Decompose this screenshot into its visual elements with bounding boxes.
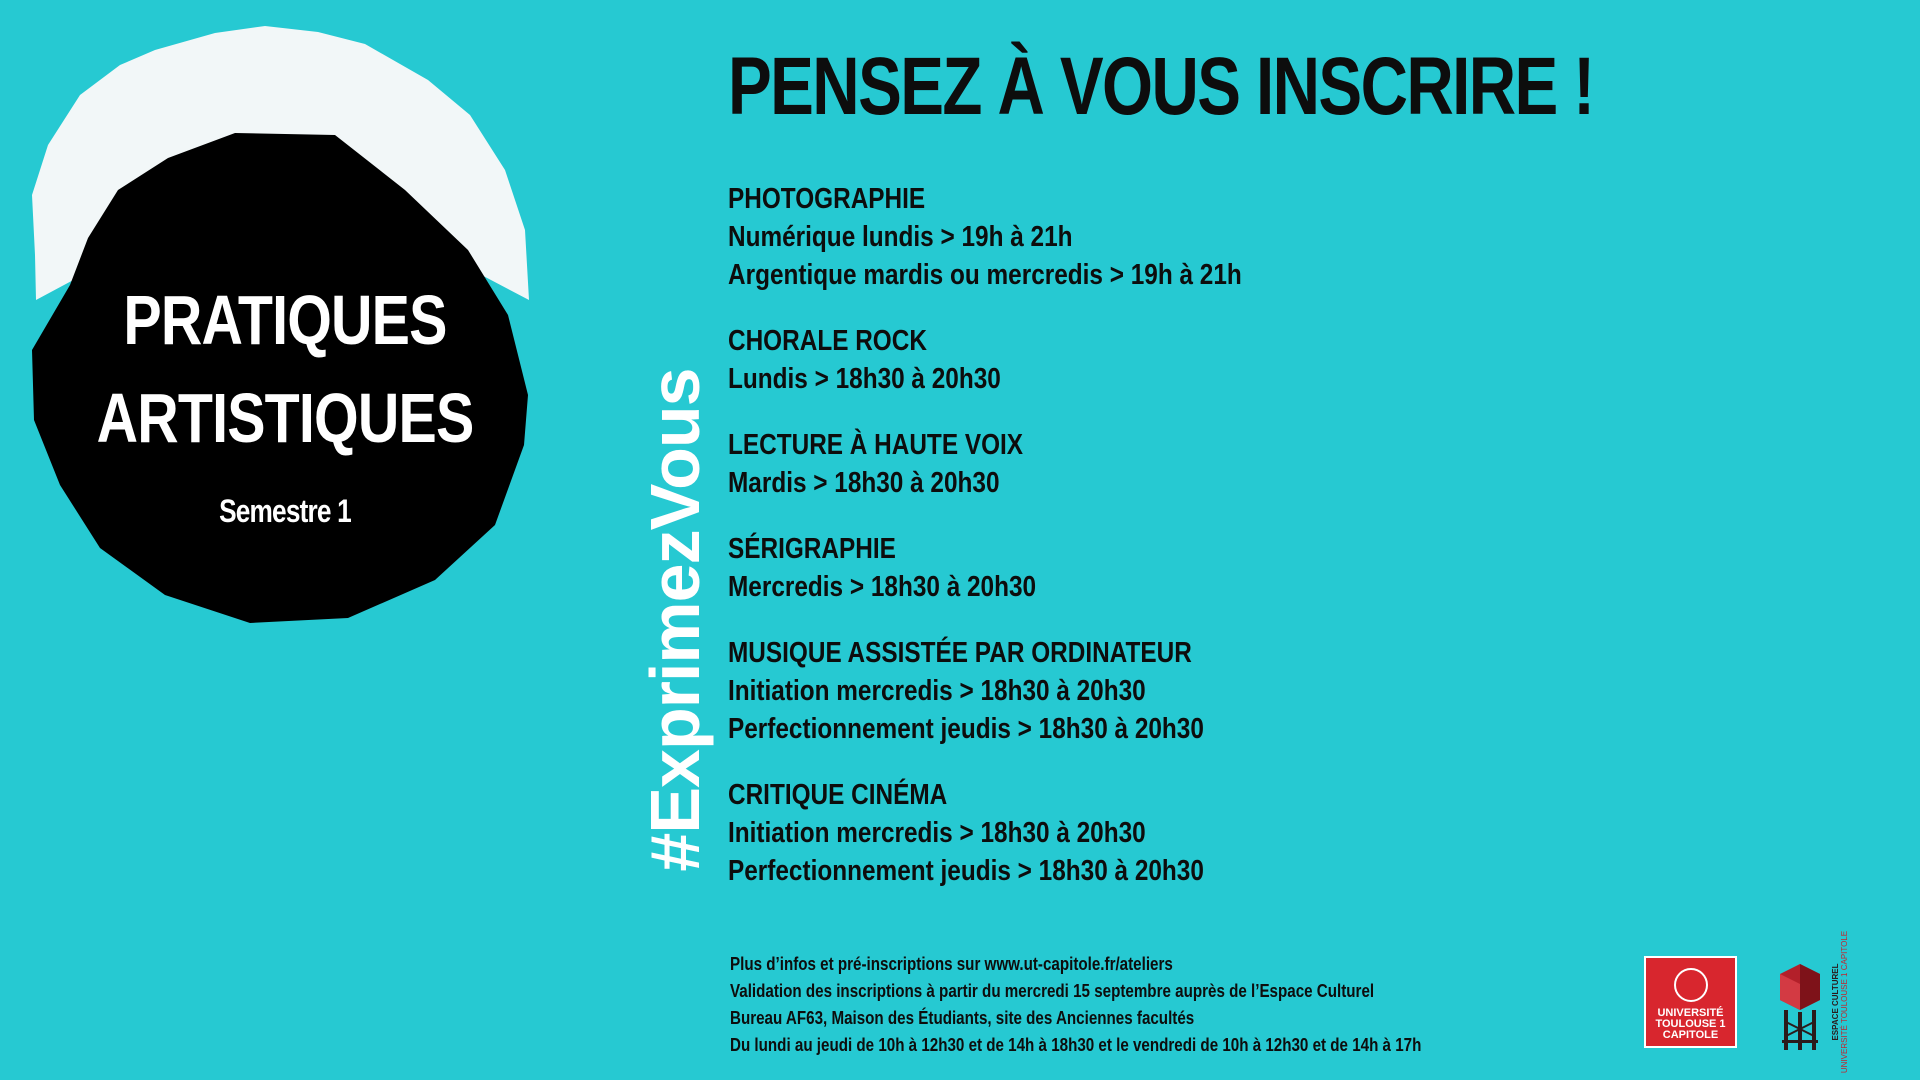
workshop-chorale-rock [728,322,1366,398]
workshop-name: PHOTOGRAPHIE [728,183,926,215]
headline: PENSEZ À VOUS INSCRIRE ! [728,41,1594,132]
workshop-schedule: Initiation mercredis > 18h30 à 20h30 [728,675,1146,707]
logo-text: TOULOUSE 1 [1655,1018,1726,1030]
workshop-name: LECTURE À HAUTE VOIX [728,429,1024,461]
workshop-name: CHORALE ROCK [728,325,927,357]
footer-info [730,950,1452,1058]
seal-icon [1674,968,1708,1002]
workshop-name: SÉRIGRAPHIE [728,533,896,565]
hashtag: #ExprimezVous [636,368,714,872]
espace-culturel-wordmark [1831,931,1849,1073]
workshop-schedule: Lundis > 18h30 à 20h30 [728,363,1001,395]
badge-title-line2: ARTISTIQUES [96,379,474,457]
logo-text: UNIVERSITÉ TOULOUSE 1 CAPITOLE [1840,930,1849,1074]
workshop-schedule: Initiation mercredis > 18h30 à 20h30 [728,817,1146,849]
workshop-schedule: Mardis > 18h30 à 20h30 [728,467,1000,499]
logo-text: ESPACE CULTUREL [1831,963,1840,1041]
workshop-musique-assistee [728,634,1366,748]
water-tower-logo [1770,962,1830,1052]
workshop-name: CRITIQUE CINÉMA [728,779,948,811]
badge-subtitle: Semestre 1 [219,493,351,529]
workshop-schedule: Numérique lundis > 19h à 21h [728,221,1073,253]
footer-info-link-line[interactable]: Plus d’infos et pré-inscriptions sur www.ut-capitole.fr/ateliers [730,953,1173,974]
workshop-photographie [728,180,1366,294]
workshop-lecture-haute-voix [728,426,1366,502]
workshop-schedule: Argentique mardis ou mercredis > 19h à 21h [728,259,1242,291]
footer-validation-line: Validation des inscriptions à partir du mercredi 15 septembre auprès de l’Espace Culturel [730,980,1375,1001]
university-seal-logo [1644,956,1737,1048]
workshop-schedule: Perfectionnement jeudis > 18h30 à 20h30 [728,855,1204,887]
workshop-schedule: Perfectionnement jeudis > 18h30 à 20h30 [728,713,1204,745]
workshop-critique-cinema [728,776,1366,890]
workshop-schedule: Mercredis > 18h30 à 20h30 [728,571,1037,603]
footer-office-line: Bureau AF63, Maison des Étudiants, site des Anciennes facultés [730,1007,1195,1028]
workshop-name: MUSIQUE ASSISTÉE PAR ORDINATEUR [728,637,1192,669]
logo-text: CAPITOLE [1662,1029,1719,1041]
badge-title-line1: PRATIQUES [123,281,447,359]
workshop-list [728,180,1488,890]
workshop-serigraphie [728,530,1366,606]
logo-text: UNIVERSITÉ [1657,1007,1724,1019]
footer-hours-line: Du lundi au jeudi de 10h à 12h30 et de 14h à 18h30 et le vendredi de 10h à 12h30 et de 14h à 17h [730,1034,1422,1055]
